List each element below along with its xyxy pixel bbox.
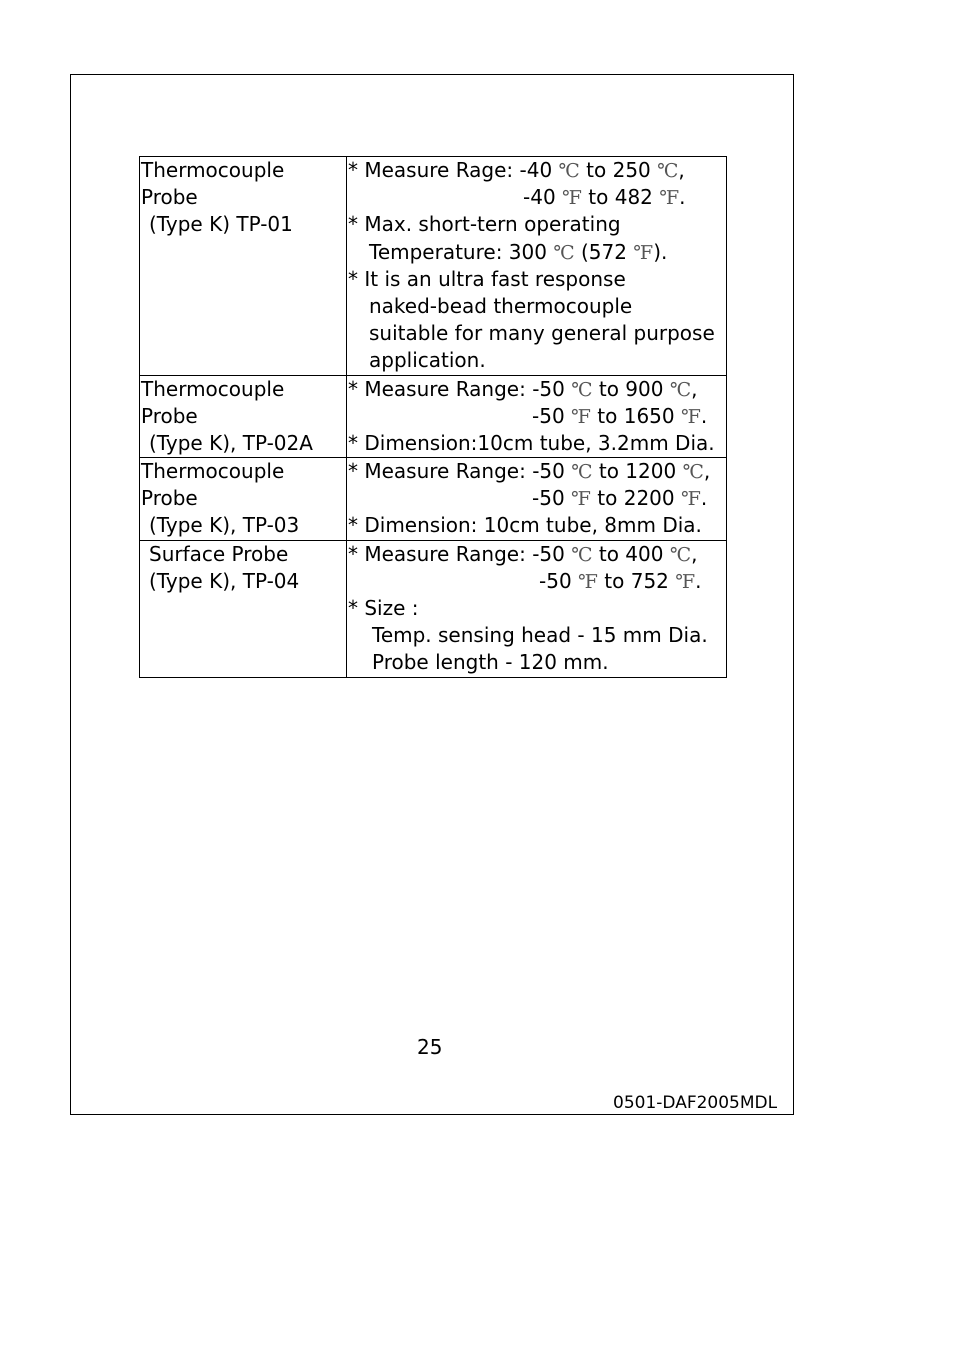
measure-range-celsius: * Measure Range: -50 ℃ to 400 ℃,: [348, 541, 698, 566]
probe-name-cell: [140, 458, 347, 541]
celsius-symbol: ℃: [558, 160, 580, 182]
spec-line: Probe length - 120 mm.: [372, 650, 609, 675]
measure-range-fahrenheit: -40 ℉ to 482 ℉.: [523, 185, 686, 210]
measure-range-fahrenheit: -50 ℉ to 752 ℉.: [539, 568, 702, 593]
celsius-symbol: ℃: [571, 378, 593, 401]
probe-name-line: Thermocouple: [141, 459, 285, 484]
spec-line: application.: [369, 348, 486, 373]
fahrenheit-symbol: ℉: [659, 187, 680, 210]
fahrenheit-symbol: ℉: [681, 405, 701, 428]
probe-name-line: Thermocouple: [141, 158, 285, 182]
measure-range-celsius: * Measure Range: -50 ℃ to 1200 ℃,: [348, 459, 711, 484]
spec-line: naked-bead thermocouple: [369, 293, 633, 318]
spec-line: suitable for many general purpose: [369, 321, 715, 346]
table-row: [140, 540, 727, 677]
celsius-symbol: ℃: [657, 160, 679, 182]
probe-description-cell: [347, 375, 727, 458]
probe-description-cell: [347, 540, 727, 677]
fahrenheit-symbol: ℉: [578, 570, 598, 593]
spec-line: Temp. sensing head - 15 mm Dia.: [372, 623, 708, 648]
spec-line: * It is an ultra fast response: [348, 266, 626, 291]
celsius-symbol: ℃: [571, 543, 593, 566]
document-code: 0501-DAF2005MDL: [613, 1093, 778, 1113]
probe-name-line: Probe: [141, 403, 198, 428]
celsius-symbol: ℃: [669, 543, 692, 566]
fahrenheit-symbol: ℉: [562, 187, 582, 210]
celsius-symbol: ℃: [682, 461, 704, 484]
probe-name-cell: [140, 540, 347, 677]
spec-line: * Max. short-tern operating: [348, 212, 621, 237]
page-number: 25: [417, 1035, 443, 1059]
measure-range-fahrenheit: -50 ℉ to 2200 ℉.: [532, 486, 708, 511]
fahrenheit-symbol: ℉: [633, 241, 654, 264]
probe-name-cell: [140, 375, 347, 458]
measure-range-celsius: * Measure Range: -50 ℃ to 900 ℃,: [348, 376, 698, 401]
spec-line: * Size :: [348, 596, 419, 620]
probe-type-line: (Type K), TP-03: [149, 513, 300, 538]
probe-description-cell: [347, 157, 727, 376]
probe-name-line: Thermocouple: [141, 376, 285, 401]
probe-type-line: (Type K), TP-04: [149, 568, 300, 593]
spec-line: * Dimension:10cm tube, 3.2mm Dia.: [348, 430, 715, 455]
celsius-symbol: ℃: [669, 378, 692, 401]
probe-name-line: Probe: [141, 486, 198, 511]
spec-line: Temperature: 300 ℃ (572 ℉).: [369, 239, 668, 264]
table-row: [140, 157, 727, 376]
measure-range-fahrenheit: -50 ℉ to 1650 ℉.: [532, 403, 708, 428]
spec-line: * Dimension: 10cm tube, 8mm Dia.: [348, 513, 702, 538]
probe-name-cell: [140, 157, 347, 376]
fahrenheit-symbol: ℉: [571, 405, 591, 428]
probe-description-cell: [347, 458, 727, 541]
celsius-symbol: ℃: [571, 461, 593, 484]
probe-name-line: Surface Probe: [149, 541, 289, 566]
probe-name-line: Probe: [141, 185, 198, 210]
probe-spec-table: [139, 156, 727, 678]
measure-range-celsius: * Measure Rage: -40 ℃ to 250 ℃,: [348, 158, 685, 182]
fahrenheit-symbol: ℉: [571, 488, 591, 511]
probe-type-line: (Type K) TP-01: [149, 212, 293, 237]
fahrenheit-symbol: ℉: [675, 570, 696, 593]
table-row: [140, 375, 727, 458]
probe-type-line: (Type K), TP-02A: [149, 430, 313, 455]
table-row: [140, 458, 727, 541]
fahrenheit-symbol: ℉: [681, 488, 701, 511]
celsius-symbol: ℃: [553, 241, 575, 264]
